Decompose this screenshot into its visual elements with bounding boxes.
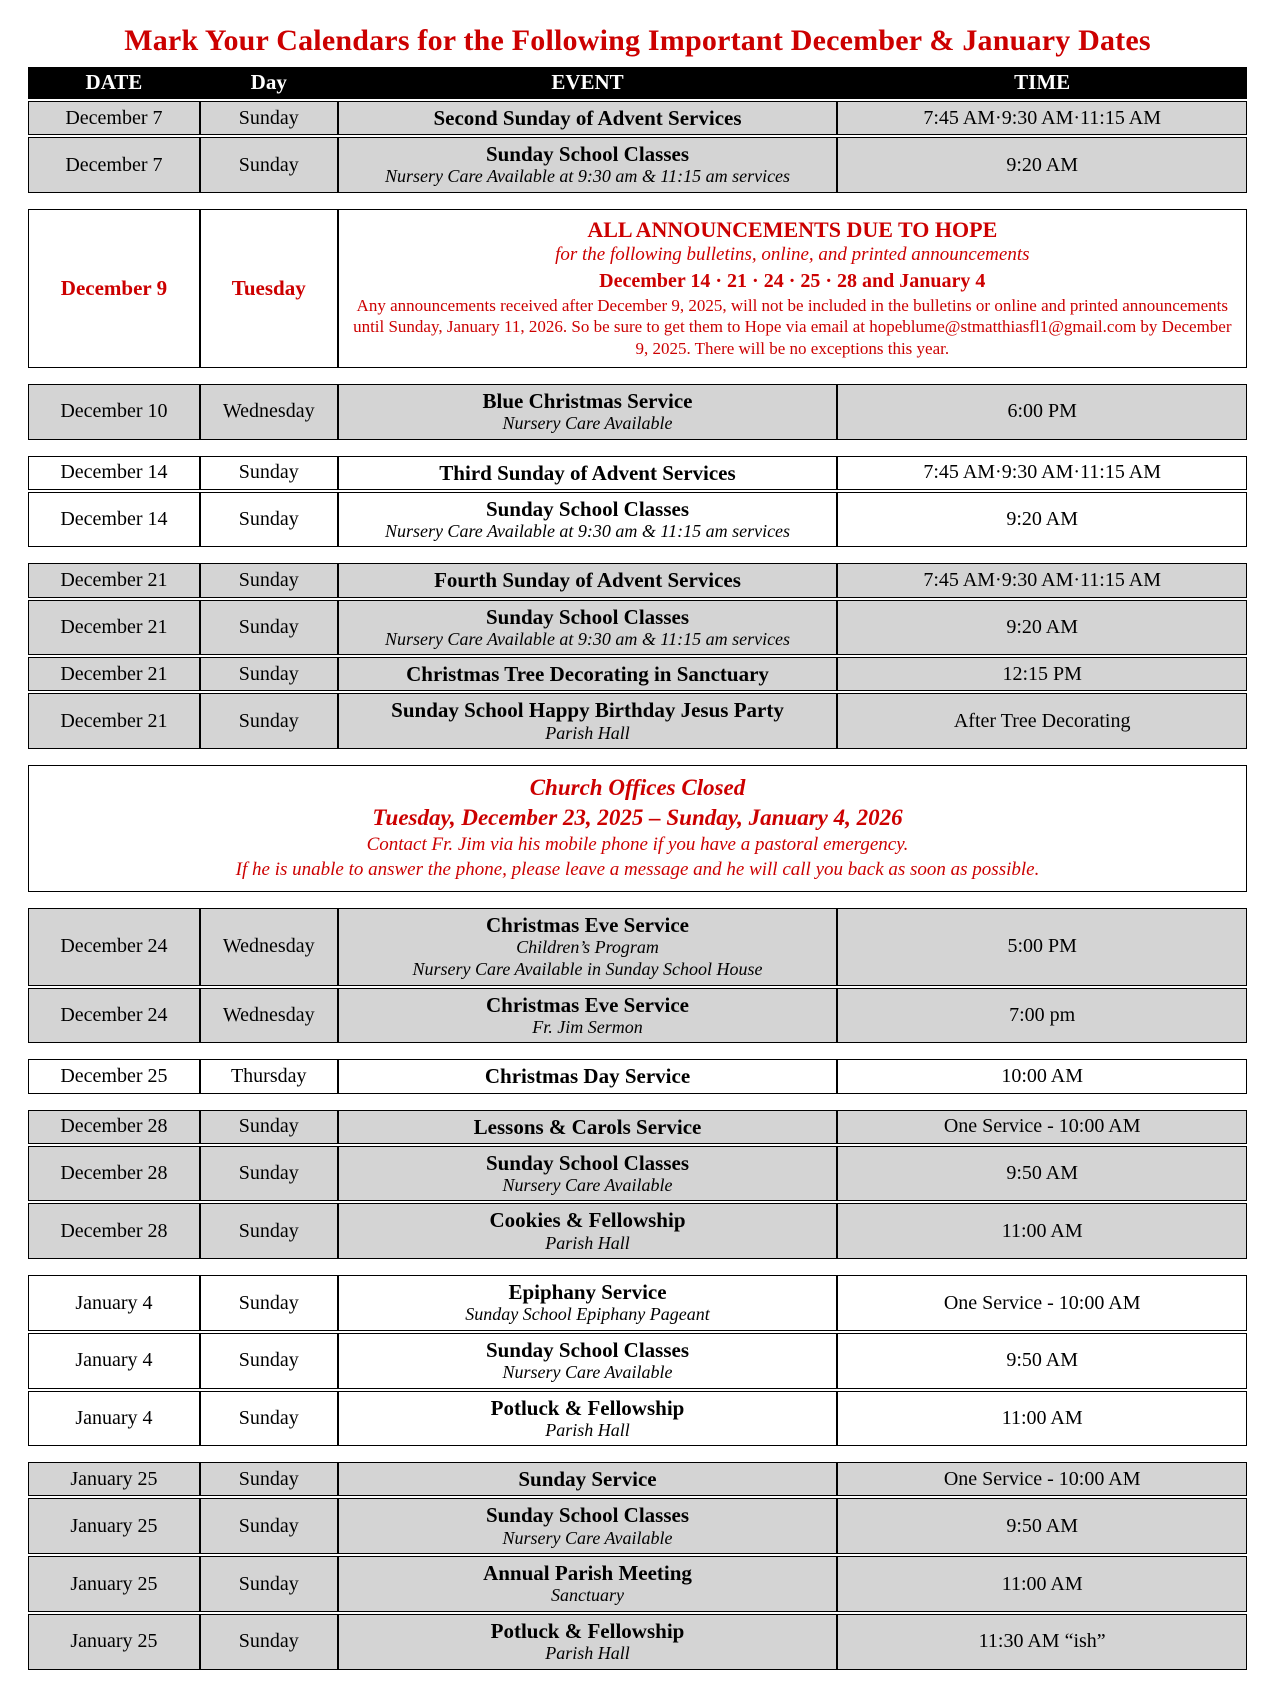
cell-time <box>837 492 1247 548</box>
event-group <box>28 1275 1247 1446</box>
cell-date <box>28 1391 200 1447</box>
cell-day <box>200 657 338 691</box>
table-row <box>28 101 1247 135</box>
cell-day <box>200 1614 338 1670</box>
event-title: Christmas Day Service <box>484 1064 691 1089</box>
cell-day <box>200 137 338 193</box>
date-text: January 25 <box>70 1467 158 1490</box>
table-row <box>28 456 1247 490</box>
day-text: Sunday <box>238 1349 299 1372</box>
time-text: 6:00 PM <box>1007 400 1077 423</box>
cell-event <box>338 693 838 749</box>
table-row <box>28 492 1247 548</box>
date-text: January 4 <box>75 1291 153 1314</box>
cell-date <box>28 988 200 1044</box>
date-text: January 4 <box>75 1406 153 1429</box>
date-text: January 25 <box>70 1630 158 1653</box>
day-text: Sunday <box>238 1406 299 1429</box>
event-title: Christmas Tree Decorating in Sanctuary <box>406 662 769 687</box>
column-header-time-label: TIME <box>1014 70 1071 94</box>
date-text: December 14 <box>60 508 168 531</box>
time-text: One Service - 10:00 AM <box>943 1291 1141 1314</box>
column-header-date <box>28 67 200 99</box>
cell-date <box>28 1556 200 1612</box>
day-text: Sunday <box>238 1291 299 1314</box>
closed-dates: Tuesday, December 23, 2025 – Sunday, January 4, 2026 <box>372 805 903 831</box>
cell-day <box>200 1333 338 1389</box>
cell-date <box>28 1275 200 1331</box>
closed-detail-2: If he is unable to answer the phone, please leave a message and he will call you back as soon as possible. <box>235 858 1040 880</box>
event-title: Potluck & Fellowship <box>490 1395 685 1420</box>
cell-time <box>837 1059 1247 1093</box>
column-header-event <box>338 67 838 99</box>
announcement-subheading: for the following bulletins, online, and printed announcements <box>555 244 1030 266</box>
cell-event <box>338 1146 838 1202</box>
event-subtitle: Nursery Care Available <box>502 1362 673 1383</box>
date-text: December 28 <box>60 1162 168 1185</box>
date-text: January 25 <box>70 1572 158 1595</box>
day-text: Wednesday <box>222 935 315 958</box>
day-text: Sunday <box>238 153 299 176</box>
event-subtitle: Parish Hall <box>545 1232 630 1253</box>
church-offices-closed-notice <box>28 765 1247 892</box>
cell-event <box>338 1498 838 1554</box>
day-text: Sunday <box>238 1467 299 1490</box>
event-subtitle: Sunday School Epiphany Pageant <box>465 1304 710 1325</box>
cell-time <box>837 1146 1247 1202</box>
date-text: January 4 <box>75 1349 153 1372</box>
table-row <box>28 563 1247 597</box>
time-text: 9:20 AM <box>1006 508 1079 531</box>
cell-day <box>200 101 338 135</box>
cell-date <box>28 1614 200 1670</box>
date-text: December 24 <box>60 1004 168 1027</box>
event-title: Sunday Service <box>518 1467 657 1492</box>
cell-event <box>338 1556 838 1612</box>
time-text: One Service - 10:00 AM <box>943 1115 1141 1138</box>
announcement-heading: ALL ANNOUNCEMENTS DUE TO HOPE <box>587 216 998 242</box>
event-subtitle: Nursery Care Available at 9:30 am & 11:15 am services <box>384 520 791 541</box>
cell-day <box>200 693 338 749</box>
cell-time <box>837 563 1247 597</box>
column-header-day-label: Day <box>250 70 287 94</box>
table-row <box>28 1203 1247 1259</box>
table-row <box>28 1146 1247 1202</box>
cell-event <box>338 137 838 193</box>
cell-day <box>200 1275 338 1331</box>
table-row <box>28 1333 1247 1389</box>
table-row <box>28 988 1247 1044</box>
time-text: 9:50 AM <box>1006 1514 1079 1537</box>
date-text: January 25 <box>70 1514 158 1537</box>
time-text: 9:50 AM <box>1006 1162 1079 1185</box>
closed-heading: Church Offices Closed <box>529 775 746 801</box>
date-text: December 28 <box>60 1219 168 1242</box>
event-subtitle: Sanctuary <box>551 1585 624 1606</box>
cell-event <box>338 1275 838 1331</box>
column-header-date-label: DATE <box>85 70 143 94</box>
event-group <box>28 101 1247 193</box>
cell-time <box>837 1203 1247 1259</box>
cell-time <box>837 456 1247 490</box>
event-subtitle: Nursery Care Available at 9:30 am & 11:15 am services <box>384 166 791 187</box>
table-row <box>28 384 1247 440</box>
cell-time <box>837 101 1247 135</box>
cell-date <box>28 563 200 597</box>
cell-event <box>338 1614 838 1670</box>
cell-event <box>338 908 838 985</box>
day-text: Sunday <box>238 1219 299 1242</box>
event-title: Cookies & Fellowship <box>489 1208 686 1233</box>
time-text: 10:00 AM <box>1001 1064 1084 1087</box>
time-text: 7:45 AM·9:30 AM·11:15 AM <box>923 568 1161 591</box>
event-subtitle-2: Nursery Care Available in Sunday School House <box>412 959 763 980</box>
event-title: Sunday School Classes <box>485 1503 690 1528</box>
cell-event <box>338 988 838 1044</box>
event-title: Sunday School Classes <box>485 1150 690 1175</box>
event-group <box>28 1462 1247 1669</box>
table-row <box>28 693 1247 749</box>
date-text: December 25 <box>60 1064 168 1087</box>
cell-event <box>338 1462 838 1496</box>
event-title: Christmas Eve Service <box>486 992 689 1017</box>
cell-day <box>200 1059 338 1093</box>
date-text: December 24 <box>60 935 168 958</box>
cell-event <box>338 563 838 597</box>
event-subtitle: Nursery Care Available <box>502 1527 673 1548</box>
cell-event <box>338 384 838 440</box>
event-title: Christmas Eve Service <box>486 913 689 938</box>
cell-date <box>28 908 200 985</box>
time-text: 7:00 pm <box>1009 1004 1076 1027</box>
event-group <box>28 908 1247 1043</box>
table-row <box>28 137 1247 193</box>
page-title: Mark Your Calendars for the Following Important December & January Dates <box>124 24 1151 57</box>
table-row <box>28 1275 1247 1331</box>
cell-day <box>200 1146 338 1202</box>
event-subtitle: Fr. Jim Sermon <box>532 1016 643 1037</box>
day-text: Sunday <box>238 615 299 638</box>
announcement-dates: December 14 · 21 · 24 · 25 · 28 and January 4 <box>599 270 986 293</box>
date-text: December 21 <box>60 709 168 732</box>
cell-event <box>338 1110 838 1144</box>
table-header-row <box>28 67 1247 99</box>
cell-day <box>200 492 338 548</box>
cell-event <box>338 1059 838 1093</box>
event-title: Third Sunday of Advent Services <box>439 460 736 485</box>
table-row <box>28 1059 1247 1093</box>
day-text: Sunday <box>238 106 299 129</box>
event-subtitle: Nursery Care Available <box>502 412 673 433</box>
cell-day <box>200 988 338 1044</box>
table-row <box>28 1462 1247 1496</box>
event-title: Annual Parish Meeting <box>483 1561 692 1586</box>
cell-day <box>200 908 338 985</box>
cell-date <box>28 693 200 749</box>
cell-day <box>200 1556 338 1612</box>
date-text: December 14 <box>60 461 168 484</box>
cell-time <box>837 1498 1247 1554</box>
time-text: 5:00 PM <box>1007 935 1077 958</box>
table-row <box>28 1556 1247 1612</box>
day-text: Sunday <box>238 1514 299 1537</box>
table-row <box>28 657 1247 691</box>
day-text: Wednesday <box>222 1004 315 1027</box>
column-header-time <box>837 67 1247 99</box>
column-header-day <box>200 67 338 99</box>
cell-event <box>338 1203 838 1259</box>
cell-day <box>200 563 338 597</box>
event-title: Sunday School Classes <box>485 604 690 629</box>
column-header-event-label: EVENT <box>551 70 624 94</box>
time-text: 7:45 AM·9:30 AM·11:15 AM <box>923 461 1161 484</box>
time-text: One Service - 10:00 AM <box>943 1467 1141 1490</box>
time-text: 9:20 AM <box>1006 615 1079 638</box>
time-text: 11:00 AM <box>1001 1219 1083 1242</box>
cell-time <box>837 1556 1247 1612</box>
cell-time <box>837 657 1247 691</box>
announcement-detail: Any announcements received after December 9, 2025, will not be included in the bulletins or online and printed announcements until Sunday, January 11, 2026. So be sure to get them to Hope via email at hopeblume@stmatthiasfl1@gmail.com by December 9, 2025. There will be no exceptions this year. <box>353 296 1232 358</box>
date-text: December 9 <box>60 275 168 300</box>
day-text: Sunday <box>238 461 299 484</box>
table-row <box>28 1391 1247 1447</box>
event-subtitle: Nursery Care Available at 9:30 am & 11:15 am services <box>384 628 791 649</box>
closed-detail-1: Contact Fr. Jim via his mobile phone if you have a pastoral emergency. <box>366 833 909 855</box>
time-text: 7:45 AM·9:30 AM·11:15 AM <box>923 106 1161 129</box>
cell-date <box>28 101 200 135</box>
time-text: 9:50 AM <box>1006 1349 1079 1372</box>
event-title: Sunday School Classes <box>485 1337 690 1362</box>
day-text: Thursday <box>230 1064 307 1087</box>
event-title: Fourth Sunday of Advent Services <box>434 568 741 593</box>
cell-date <box>28 1146 200 1202</box>
cell-time <box>837 1110 1247 1144</box>
cell-date <box>28 137 200 193</box>
cell-event <box>338 456 838 490</box>
cell-day <box>200 1462 338 1496</box>
event-title: Lessons & Carols Service <box>473 1114 702 1139</box>
cell-date <box>28 1498 200 1554</box>
event-title: Second Sunday of Advent Services <box>433 106 742 130</box>
table-row <box>28 1498 1247 1554</box>
event-title: Potluck & Fellowship <box>490 1618 685 1643</box>
cell-date <box>28 600 200 656</box>
time-text: After Tree Decorating <box>953 709 1131 732</box>
table-row <box>28 908 1247 985</box>
cell-day <box>200 456 338 490</box>
event-subtitle: Nursery Care Available <box>502 1174 673 1195</box>
cell-time <box>837 600 1247 656</box>
cell-date <box>28 1203 200 1259</box>
cell-time <box>837 384 1247 440</box>
cell-date <box>28 492 200 548</box>
day-text: Sunday <box>238 709 299 732</box>
cell-time <box>837 1462 1247 1496</box>
announcement-body <box>338 209 1247 368</box>
cell-time <box>837 137 1247 193</box>
cell-event <box>338 600 838 656</box>
date-text: December 7 <box>65 153 163 176</box>
cell-event <box>338 101 838 135</box>
date-text: December 21 <box>60 662 168 685</box>
time-text: 11:00 AM <box>1001 1572 1083 1595</box>
cell-time <box>837 1391 1247 1447</box>
date-text: December 7 <box>65 106 163 129</box>
time-text: 9:20 AM <box>1006 153 1079 176</box>
cell-date <box>28 657 200 691</box>
date-text: December 10 <box>60 400 168 423</box>
day-text: Tuesday <box>231 275 306 300</box>
cell-date <box>28 1110 200 1144</box>
cell-time <box>837 693 1247 749</box>
event-title: Sunday School Happy Birthday Jesus Party <box>391 698 784 723</box>
day-text: Sunday <box>238 662 299 685</box>
cell-time <box>837 908 1247 985</box>
event-group <box>28 456 1247 548</box>
event-title: Sunday School Classes <box>485 142 690 167</box>
event-title: Blue Christmas Service <box>482 388 693 413</box>
cell-date <box>28 1462 200 1496</box>
day-text: Sunday <box>238 1572 299 1595</box>
event-group <box>28 563 1247 749</box>
cell-day <box>200 1110 338 1144</box>
table-row <box>28 1110 1247 1144</box>
day-text: Sunday <box>238 1630 299 1653</box>
time-text: 11:00 AM <box>1001 1406 1083 1429</box>
event-subtitle: Children’s Program <box>516 937 659 958</box>
time-text: 12:15 PM <box>1002 662 1082 685</box>
cell-day <box>200 1391 338 1447</box>
day-text: Sunday <box>238 568 299 591</box>
cell-event <box>338 1333 838 1389</box>
cell-date <box>28 1059 200 1093</box>
cell-date <box>28 209 200 368</box>
cell-time <box>837 1333 1247 1389</box>
cell-event <box>338 1391 838 1447</box>
cell-date <box>28 456 200 490</box>
cell-time <box>837 1275 1247 1331</box>
day-text: Sunday <box>238 1115 299 1138</box>
cell-date <box>28 1333 200 1389</box>
date-text: December 21 <box>60 615 168 638</box>
day-text: Sunday <box>238 508 299 531</box>
cell-day <box>200 1498 338 1554</box>
event-title: Sunday School Classes <box>485 496 690 521</box>
event-group <box>28 1110 1247 1260</box>
event-subtitle: Parish Hall <box>545 1643 630 1664</box>
table-row <box>28 1614 1247 1670</box>
cell-date <box>28 384 200 440</box>
cell-time <box>837 1614 1247 1670</box>
day-text: Sunday <box>238 1162 299 1185</box>
cell-day <box>200 1203 338 1259</box>
cell-time <box>837 988 1247 1044</box>
time-text: 11:30 AM “ish” <box>978 1630 1106 1653</box>
date-text: December 21 <box>60 568 168 591</box>
announcement-block <box>28 209 1247 368</box>
cell-day <box>200 384 338 440</box>
cell-event <box>338 657 838 691</box>
cell-day <box>200 600 338 656</box>
cell-day <box>200 209 338 368</box>
event-title: Epiphany Service <box>508 1280 667 1305</box>
day-text: Wednesday <box>222 400 315 423</box>
date-text: December 28 <box>60 1115 168 1138</box>
event-subtitle: Parish Hall <box>545 1419 630 1440</box>
table-row <box>28 600 1247 656</box>
cell-event <box>338 492 838 548</box>
event-subtitle: Parish Hall <box>545 722 630 743</box>
